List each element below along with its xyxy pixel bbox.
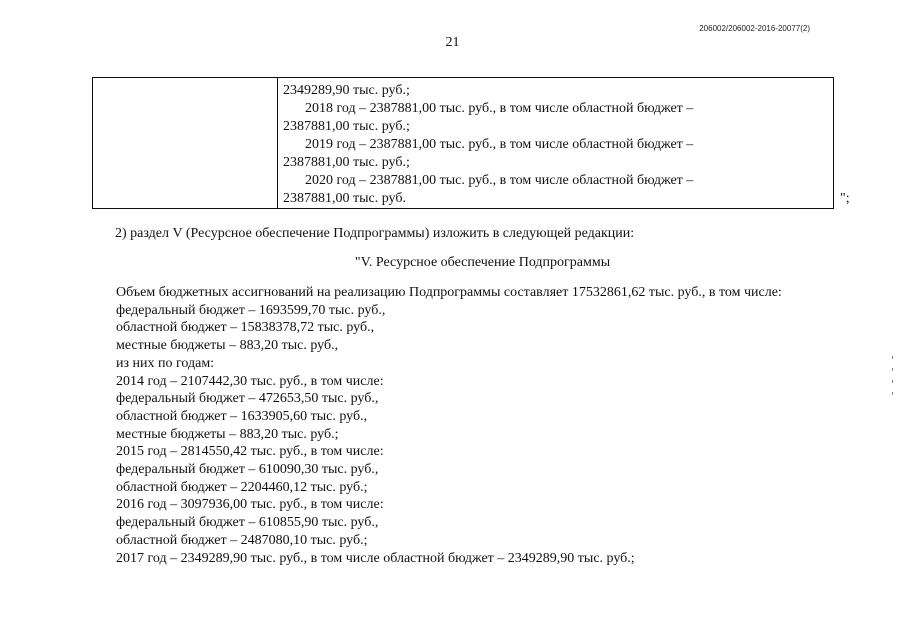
table-line: 2349289,90 тыс. руб.;	[283, 83, 410, 98]
table-column-divider	[277, 78, 278, 208]
table-line: 2387881,00 тыс. руб.;	[283, 119, 410, 134]
body-line: 2017 год – 2349289,90 тыс. руб., в том числе областной бюджет – 2349289,90 тыс. руб.;	[116, 550, 635, 566]
page-number: 21	[445, 35, 460, 50]
amendment-item: 2) раздел V (Ресурсное обеспечение Подпрограммы) изложить в следующей редакции:	[115, 226, 635, 241]
scan-mark	[892, 356, 893, 359]
table-cell-text	[283, 82, 825, 208]
body-line: 2016 год – 3097936,00 тыс. руб., в том числе:	[116, 497, 384, 513]
body-line: из них по годам:	[116, 355, 215, 371]
scan-mark	[892, 392, 893, 395]
body-line: областной бюджет – 2204460,12 тыс. руб.;	[116, 479, 368, 495]
scan-mark	[892, 380, 893, 383]
body-line: федеральный бюджет – 1693599,70 тыс. руб.,	[116, 302, 386, 318]
section-body	[116, 284, 782, 567]
body-line: местные бюджеты – 883,20 тыс. руб.,	[116, 338, 339, 354]
body-line: 2014 год – 2107442,30 тыс. руб., в том числе:	[116, 373, 384, 389]
table-line: 2387881,00 тыс. руб.;	[283, 155, 410, 170]
body-line: федеральный бюджет – 610855,90 тыс. руб.,	[116, 515, 379, 531]
body-line: областной бюджет – 2487080,10 тыс. руб.;	[116, 532, 368, 548]
document-id: 206002/206002-2016-20077(2)	[699, 24, 810, 33]
section-heading: "V. Ресурсное обеспечение Подпрограммы	[354, 255, 611, 270]
closing-quote: ";	[840, 191, 850, 206]
table-line: 2018 год – 2387881,00 тыс. руб., в том числе областной бюджет –	[305, 101, 694, 116]
body-line: 2015 год – 2814550,42 тыс. руб., в том числе:	[116, 444, 384, 460]
body-line: федеральный бюджет – 610090,30 тыс. руб.,	[116, 462, 379, 478]
table-line: 2020 год – 2387881,00 тыс. руб., в том числе областной бюджет –	[305, 173, 694, 188]
body-line: областной бюджет – 15838378,72 тыс. руб.,	[116, 320, 375, 336]
scan-margin-marks	[892, 356, 894, 416]
body-line: местные бюджеты – 883,20 тыс. руб.;	[116, 426, 339, 442]
scan-mark	[892, 368, 893, 371]
body-line: федеральный бюджет – 472653,50 тыс. руб.,	[116, 391, 379, 407]
table-line: 2387881,00 тыс. руб.	[283, 191, 406, 206]
continued-table	[92, 77, 834, 209]
table-line: 2019 год – 2387881,00 тыс. руб., в том числе областной бюджет –	[305, 137, 694, 152]
body-line: Объем бюджетных ассигнований на реализацию Подпрограммы составляет 17532861,62 тыс. руб., в том числе:	[116, 285, 782, 300]
body-line: областной бюджет – 1633905,60 тыс. руб.,	[116, 408, 368, 424]
